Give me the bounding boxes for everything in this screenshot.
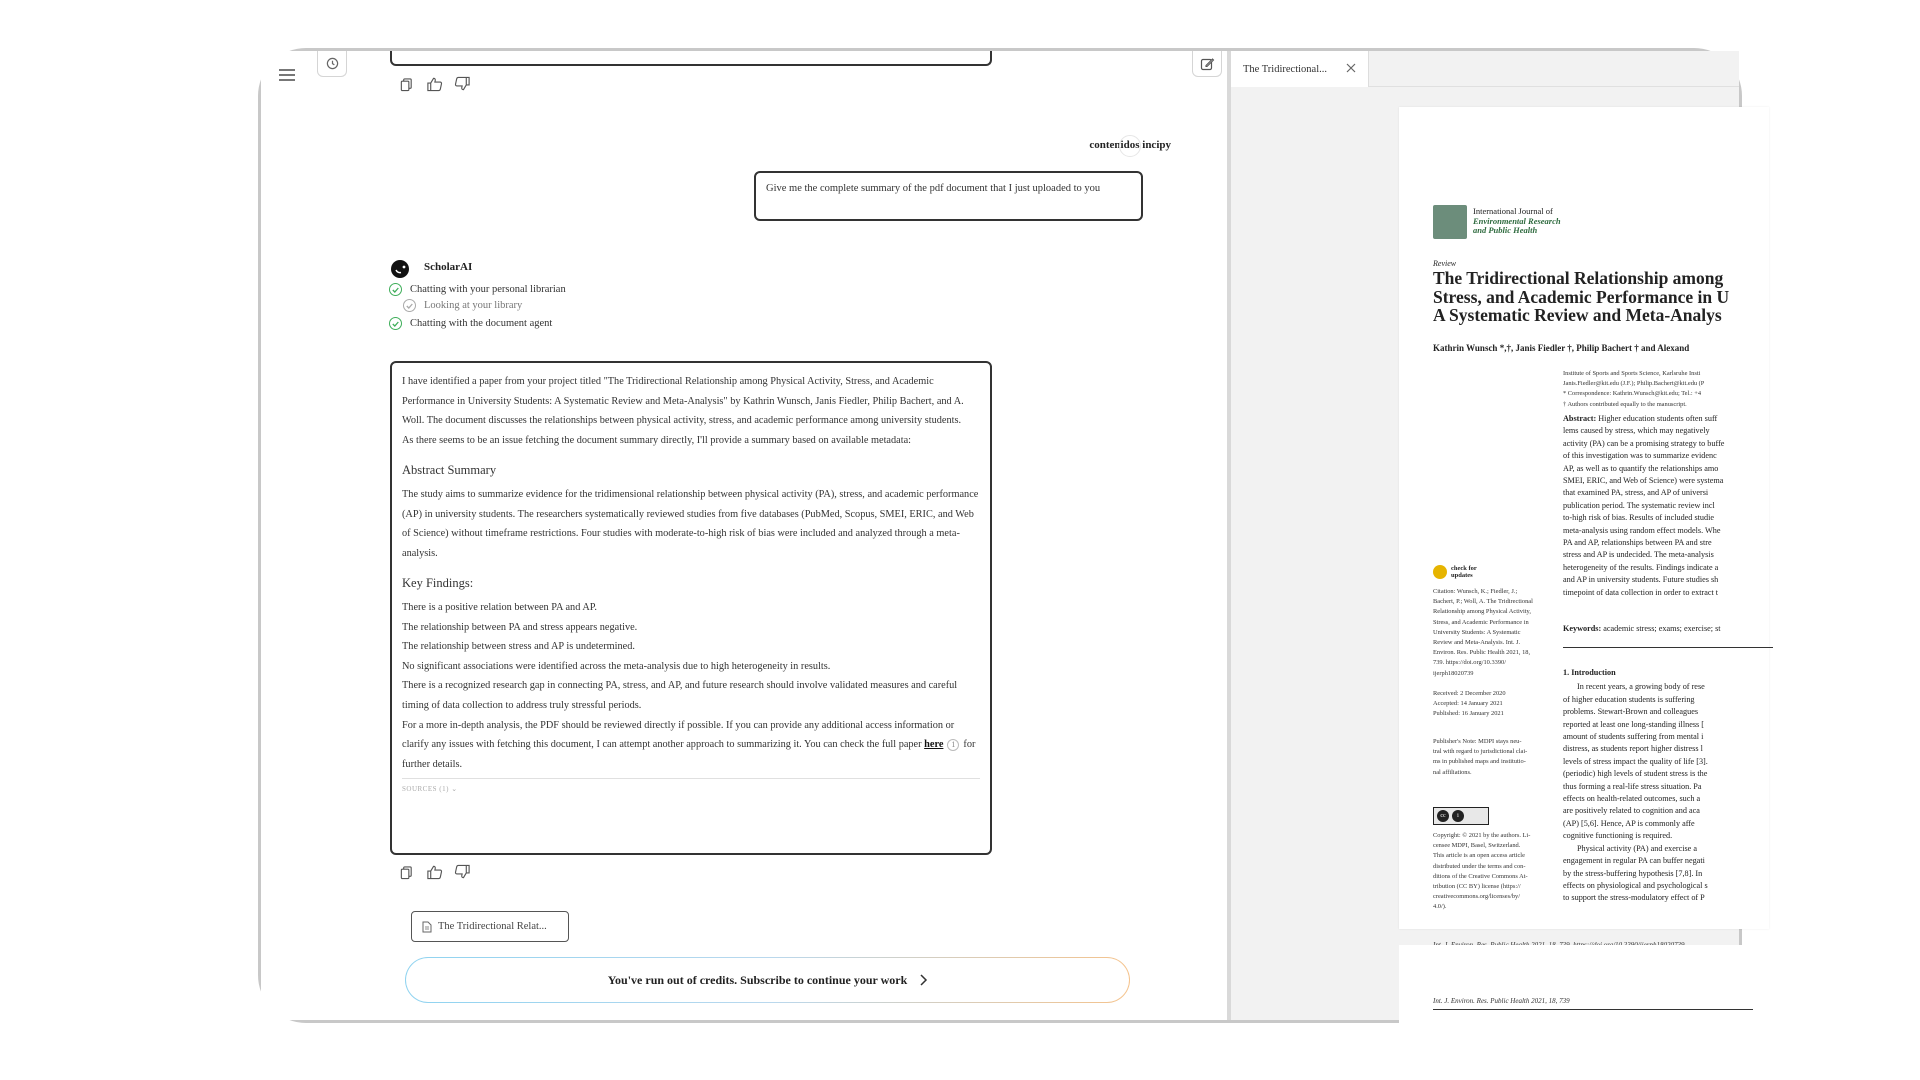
article-type: Review	[1433, 259, 1457, 268]
abstract-heading: Abstract Summary	[402, 463, 497, 478]
check-updates-icon	[1433, 565, 1447, 579]
step-librarian	[389, 283, 566, 296]
user-name: contenidos incipy	[1089, 139, 1171, 151]
copy-icon[interactable]	[397, 863, 415, 881]
tab-bar	[1231, 51, 1739, 87]
user-avatar	[1119, 135, 1141, 157]
menu-icon[interactable]	[279, 69, 295, 83]
clock-icon	[326, 57, 339, 70]
assistant-answer	[390, 361, 992, 855]
closing-paragraph	[402, 716, 980, 775]
findings-heading: Key Findings:	[402, 576, 474, 591]
app-window	[258, 48, 1742, 1023]
attached-file-label: The Tridirectional Relat...	[438, 921, 547, 932]
introduction-section: 1. Introduction In recent years, a growing body of rese of higher education students is suffering problems. Stewart-Brown and colleagues reported at least one long-standing illness [ amount of students suffering from mental i distress, as students report higher distress l levels of stress impact the quality of life [3]. (periodic) high levels of student stress is the thus forming a real-life stress situation. Pa effects on health-related outcomes, such a are positively related to cognition and aca (AP) [5,6]. Hence, AP is commonly affe cognitive functioning is required. Physical activity (PA) and exercise a engagement in regular PA can buffer negati by the stress-buffering hypothesis [7,8]. In effects on physiological and psychological s to support the stress-modulatory effect of P	[1563, 668, 1708, 903]
paper-keywords: Keywords: academic stress; exams; exercise; st	[1563, 624, 1721, 633]
page-header: Int. J. Environ. Res. Public Health 2021, 18, 739	[1433, 997, 1570, 1005]
step-label: Chatting with your personal librarian	[410, 284, 566, 295]
citation-block: Citation: Wunsch, K.; Fiedler, J.; Bachert, P.; Woll, A. The Tridirectional Relationship among Physical Activity, Stress, and Academic Performance in University Students: A Systematic Review and Meta-Analysis. Int. J. Environ. Res. Public Health 2021, 18, 739. https://doi.org/10.3390/ ijerph18020739	[1433, 588, 1533, 677]
finding-item: There is a positive relation between PA and AP.	[402, 601, 597, 613]
tab-pdf-document[interactable]	[1231, 51, 1369, 87]
journal-line: International Journal of	[1473, 206, 1553, 216]
step-library	[403, 299, 522, 312]
header-rule	[1433, 1009, 1753, 1010]
assistant-name: ScholarAI	[424, 261, 473, 273]
journal-line: and Public Health	[1473, 225, 1538, 235]
section-rule	[1563, 647, 1773, 648]
edit-icon	[1200, 57, 1214, 71]
journal-line: Environmental Research	[1473, 215, 1561, 226]
citation-marker[interactable]: 1	[947, 739, 959, 751]
pdf-viewer	[1231, 51, 1739, 1020]
journal-name	[1473, 207, 1561, 236]
attached-file-chip[interactable]	[411, 911, 569, 942]
creative-commons-badge: cc i	[1433, 807, 1489, 825]
pdf-page	[1399, 107, 1769, 929]
journal-logo-icon	[1433, 205, 1467, 239]
pdf-page-2	[1399, 945, 1769, 1035]
close-icon[interactable]	[1346, 63, 1356, 73]
closing-text: For a more in-depth analysis, the PDF should be reviewed directly if possible. If you can provide any additional access information or clarify any issues with fetching this document, I can attempt another approach to summarizing it. You can check the full paper	[402, 719, 955, 751]
check-icon	[403, 299, 416, 312]
check-icon	[389, 283, 402, 296]
thumbs-down-icon[interactable]	[453, 75, 471, 93]
chevron-right-icon	[919, 974, 927, 986]
history-button[interactable]	[317, 51, 347, 77]
sources-label: SOURCES (1)	[402, 785, 449, 794]
credits-message: You've run out of credits. Subscribe to continue your work	[607, 972, 908, 987]
affiliations: Institute of Sports and Sports Science, Karlsruhe Insti Janis.Fiedler@kit.edu (J.F.); Philip.Bachert@kit.edu (P * Correspondence: Kathrin.Wunsch@kit.edu; Tel.: +4 † Authors contributed equally to the manuscript.	[1563, 370, 1705, 408]
finding-item: The relationship between stress and AP is undetermined.	[402, 641, 635, 653]
sources-toggle[interactable]	[402, 778, 980, 800]
finding-item: No significant associations were identified across the meta-analysis due to high heterogeneity in results.	[402, 660, 831, 672]
copyright-block: Copyright: © 2021 by the authors. Li- censee MDPI, Basel, Switzerland. This article is an open access article distributed under the terms and con- ditions of the Creative Commons At- tribution (CC BY) license (https:// creativecommons.org/licenses/by/ 4.0/).	[1433, 832, 1531, 911]
new-chat-button[interactable]	[1192, 51, 1222, 77]
tab-label: The Tridirectional...	[1243, 63, 1327, 75]
step-label: Looking at your library	[424, 300, 523, 311]
paper-link[interactable]: here	[924, 739, 944, 751]
subscribe-banner[interactable]	[405, 957, 1130, 1003]
check-for-updates-badge[interactable]: check for updates	[1433, 565, 1477, 579]
intro-note: As there seems to be an issue fetching the document summary directly, I'll provide a summary based on available metadata:	[402, 434, 912, 446]
chat-pane	[261, 51, 1227, 1020]
thumbs-down-icon[interactable]	[453, 863, 471, 881]
finding-item: There is a recognized research gap in connecting PA, stress, and AP, and future research should involve validated measures and careful timing of data collection to address truly stressful periods.	[402, 680, 958, 711]
finding-item: The relationship between PA and stress appears negative.	[402, 621, 638, 633]
paper-title: The Tridirectional Relationship among Stress, and Academic Performance in U A Systematic Review and Meta-Analys	[1433, 268, 1730, 325]
closing-text-end: for further details.	[402, 739, 976, 770]
check-icon	[389, 317, 402, 330]
scholarai-logo-icon	[389, 257, 411, 279]
publisher-note: Publisher's Note: MDPI stays neu- tral with regard to jurisdictional clai- ms in published maps and institutio- nal affiliations.	[1433, 738, 1528, 776]
user-message: Give me the complete summary of the pdf document that I just uploaded to you	[754, 171, 1143, 221]
copy-icon[interactable]	[397, 75, 415, 93]
dates-block: Received: 2 December 2020 Accepted: 14 January 2021 Published: 16 January 2021	[1433, 690, 1506, 718]
thumbs-up-icon[interactable]	[425, 863, 443, 881]
step-label: Chatting with the document agent	[410, 318, 553, 329]
abstract-text: The study aims to summarize evidence for the tridimensional relationship between physical activity (PA), stress, and academic performance (AP) in university students. The researchers systematically reviewed studies from five databases (PubMed, Scopus, SMEI, ERIC, and Web of Science) without timeframe restrictions. Four studies with moderate-to-high risk of bias were included and analyzed through a meta-analysis.	[402, 488, 979, 559]
step-document-agent	[389, 317, 552, 330]
document-icon	[422, 921, 432, 933]
previous-message-bubble	[390, 51, 992, 66]
thumbs-up-icon[interactable]	[425, 75, 443, 93]
chevron-down-icon: ⌄	[451, 785, 458, 794]
paper-authors: Kathrin Wunsch *,†, Janis Fiedler †, Philip Bachert † and Alexand	[1433, 343, 1690, 353]
answer-actions	[397, 863, 471, 881]
previous-message-actions	[397, 75, 471, 93]
intro-paragraph: I have identified a paper from your project titled "The Tridirectional Relationship among Physical Activity, Stress, and Academic Performance in University Students: A Systematic Review and Meta-Analysis" by Kathrin Wunsch, Janis Fiedler, Philip Bachert, and A. Woll. The document discusses the relationships between physical activity, stress, and academic performance among university students.	[402, 376, 964, 427]
paper-abstract: Abstract: Higher education students often suff lems caused by stress, which may negatively activity (PA) can be a promising strategy to buffe of this investigation was to summarize evidenc AP, as well as to quantify the relationships amo SMEI, ERIC, and Web of Science) were systema that examined PA, stress, and AP of universi publication period. The systematic review incl to-high risk of bias. Results of included studie meta-analysis using random effect models. Whe PA and AP, relationships between PA and stre stress and AP is undecided. The meta-analysis heterogeneity of the results. Findings indicate a and AP in university students. Future studies sh timepoint of data collection in order to extract t	[1563, 414, 1725, 597]
